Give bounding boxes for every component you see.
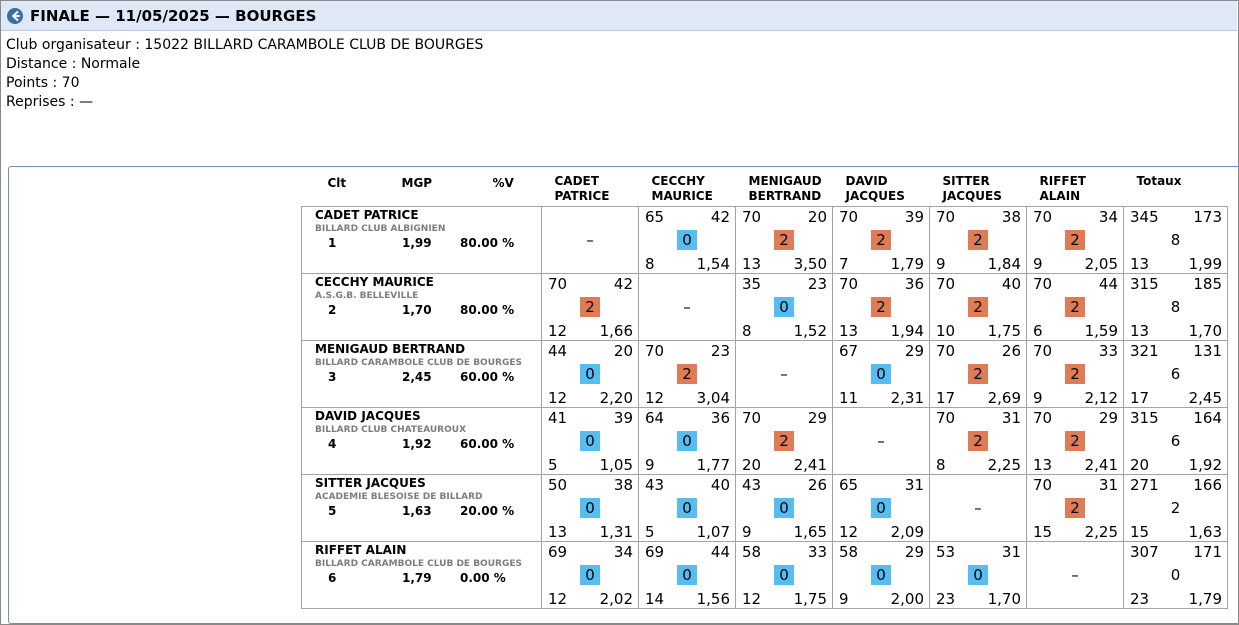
player-rank: 1 (328, 236, 337, 250)
match-points: 70 (742, 409, 762, 427)
player-club: ACADEMIE BLESOISE DE BILLARD (315, 492, 483, 502)
match-opponent-points: 44 (710, 543, 730, 561)
match-points: 65 (839, 476, 859, 494)
match-cell-self (1027, 542, 1124, 609)
match-average: 1,70 (987, 590, 1021, 608)
match-points-badge: 2 (1065, 498, 1085, 518)
totals-cell (1124, 274, 1228, 341)
match-average: 1,31 (599, 523, 633, 541)
totals-cell (1124, 542, 1228, 609)
match-points-badge: 0 (871, 565, 891, 585)
total-match-points: 2 (1170, 499, 1181, 517)
player-name: CECCHY MAURICE (315, 275, 434, 289)
match-cell (1027, 274, 1124, 341)
match-innings: 7 (839, 255, 849, 273)
match-opponent-points: 42 (613, 275, 633, 293)
match-points: 70 (645, 342, 665, 360)
self-marker: – (780, 365, 788, 383)
player-cell (302, 207, 542, 274)
header-opponent: MENIGAUD BERTRAND (748, 174, 822, 203)
match-points-badge: 0 (580, 364, 600, 384)
player-rank: 6 (328, 571, 337, 585)
match-points: 50 (548, 476, 568, 494)
total-opponent-points: 166 (1193, 476, 1222, 494)
header-row (302, 172, 1228, 207)
total-match-points: 8 (1170, 231, 1181, 249)
page-title: FINALE — 11/05/2025 — BOURGES (30, 7, 317, 25)
match-cell-self (833, 408, 930, 475)
total-match-points: 8 (1170, 298, 1181, 316)
player-row (302, 207, 1228, 274)
match-cell (736, 475, 833, 542)
match-cell (639, 207, 736, 274)
match-opponent-points: 26 (1001, 342, 1021, 360)
match-points: 35 (742, 275, 762, 293)
match-points: 70 (1033, 409, 1053, 427)
match-cell (833, 274, 930, 341)
match-cell (639, 542, 736, 609)
player-mgp: 1,99 (402, 236, 432, 250)
match-opponent-points: 40 (710, 476, 730, 494)
match-average: 2,09 (890, 523, 924, 541)
match-points: 70 (936, 342, 956, 360)
total-match-points: 0 (1170, 566, 1181, 584)
player-row (302, 542, 1228, 609)
player-pct-victories: 80.00 % (460, 303, 515, 317)
match-opponent-points: 42 (710, 208, 730, 226)
total-points: 271 (1130, 476, 1159, 494)
match-cell (930, 542, 1027, 609)
player-club: BILLARD CLUB ALBIGNIEN (315, 224, 446, 234)
match-points: 70 (548, 275, 568, 293)
player-rank: 5 (328, 504, 337, 518)
totals-cell (1124, 475, 1228, 542)
match-average: 1,59 (1084, 322, 1118, 340)
match-points-badge: 2 (774, 230, 794, 250)
title-bar (1, 1, 1237, 31)
header-mgp: MGP (401, 176, 433, 190)
match-average: 2,31 (890, 389, 924, 407)
match-average: 3,04 (696, 389, 730, 407)
match-points-badge: 2 (871, 297, 891, 317)
match-innings: 5 (548, 456, 558, 474)
self-marker: – (586, 231, 594, 249)
match-opponent-points: 33 (1098, 342, 1118, 360)
total-innings: 23 (1130, 590, 1150, 608)
match-points-badge: 0 (871, 364, 891, 384)
match-cell (639, 475, 736, 542)
match-innings: 10 (936, 322, 956, 340)
player-pct-victories: 60.00 % (460, 370, 515, 384)
match-points-badge: 0 (677, 230, 697, 250)
match-innings: 12 (839, 523, 859, 541)
match-points: 53 (936, 543, 956, 561)
match-points-badge: 2 (1065, 431, 1085, 451)
match-points: 64 (645, 409, 665, 427)
match-cell (1027, 341, 1124, 408)
match-average: 1,94 (890, 322, 924, 340)
match-opponent-points: 23 (710, 342, 730, 360)
organizer-club: Club organisateur : 15022 BILLARD CARAMBOLE CLUB DE BOURGES (6, 37, 484, 53)
player-name: MENIGAUD BERTRAND (315, 342, 466, 356)
match-innings: 11 (839, 389, 859, 407)
match-points: 70 (839, 208, 859, 226)
match-cell (833, 542, 930, 609)
match-points: 70 (1033, 275, 1053, 293)
match-points-badge: 2 (968, 364, 988, 384)
header-player-stats (302, 172, 542, 207)
match-opponent-points: 20 (807, 208, 827, 226)
match-cell (736, 207, 833, 274)
match-points-badge: 2 (580, 297, 600, 317)
match-opponent-points: 31 (904, 476, 924, 494)
match-cell (930, 341, 1027, 408)
match-opponent-points: 31 (1001, 543, 1021, 561)
player-pct-victories: 80.00 % (460, 236, 515, 250)
match-average: 2,41 (793, 456, 827, 474)
player-mgp: 1,63 (402, 504, 432, 518)
player-rank: 2 (328, 303, 337, 317)
match-points: 70 (1033, 208, 1053, 226)
match-opponent-points: 33 (807, 543, 827, 561)
match-average: 2,25 (1084, 523, 1118, 541)
match-innings: 14 (645, 590, 665, 608)
match-opponent-points: 26 (807, 476, 827, 494)
header-pct-victories: %V (492, 176, 514, 190)
self-marker: – (683, 298, 691, 316)
match-opponent-points: 29 (807, 409, 827, 427)
match-points-badge: 0 (677, 565, 697, 585)
player-rank: 4 (328, 437, 337, 451)
player-cell (302, 274, 542, 341)
match-average: 1,84 (987, 255, 1021, 273)
total-average: 2,45 (1188, 389, 1222, 407)
match-opponent-points: 44 (1098, 275, 1118, 293)
match-average: 2,20 (599, 389, 633, 407)
self-marker: – (877, 432, 885, 450)
player-name: DAVID JACQUES (315, 409, 421, 423)
match-points-badge: 2 (968, 230, 988, 250)
match-average: 1,79 (890, 255, 924, 273)
match-cell (542, 341, 639, 408)
match-points: 69 (645, 543, 665, 561)
total-opponent-points: 171 (1193, 543, 1222, 561)
player-club: BILLARD CLUB CHATEAUROUX (315, 425, 467, 435)
match-cell (736, 408, 833, 475)
match-points: 58 (839, 543, 859, 561)
header-opponent: DAVID JACQUES (845, 174, 905, 203)
total-innings: 13 (1130, 255, 1150, 273)
match-points-badge: 0 (677, 431, 697, 451)
match-points-badge: 0 (580, 431, 600, 451)
match-cell (833, 475, 930, 542)
match-innings: 12 (548, 590, 568, 608)
total-innings: 17 (1130, 389, 1150, 407)
match-opponent-points: 39 (613, 409, 633, 427)
match-average: 1,65 (793, 523, 827, 541)
match-opponent-points: 34 (613, 543, 633, 561)
reprises-info: Reprises : — (6, 94, 94, 110)
match-average: 1,77 (696, 456, 730, 474)
match-average: 1,54 (696, 255, 730, 273)
match-points-badge: 0 (774, 498, 794, 518)
match-cell-self (639, 274, 736, 341)
match-points-badge: 2 (774, 431, 794, 451)
match-opponent-points: 38 (1001, 208, 1021, 226)
player-cell (302, 408, 542, 475)
total-innings: 15 (1130, 523, 1150, 541)
match-points-badge: 0 (580, 565, 600, 585)
match-cell (542, 542, 639, 609)
match-points: 43 (645, 476, 665, 494)
total-average: 1,99 (1188, 255, 1222, 273)
player-row (302, 341, 1228, 408)
match-cell (930, 408, 1027, 475)
match-points: 70 (839, 275, 859, 293)
header-opponent: SITTER JACQUES (942, 174, 1002, 203)
header-opponent: CADET PATRICE (554, 174, 610, 203)
match-points-badge: 2 (968, 431, 988, 451)
match-innings: 9 (645, 456, 655, 474)
match-cell (736, 274, 833, 341)
match-cell-self (736, 341, 833, 408)
player-mgp: 2,45 (402, 370, 432, 384)
match-innings: 9 (1033, 255, 1043, 273)
match-cell (639, 408, 736, 475)
match-cell (833, 341, 930, 408)
match-opponent-points: 29 (1098, 409, 1118, 427)
match-innings: 13 (548, 523, 568, 541)
match-cell (930, 207, 1027, 274)
match-average: 2,12 (1084, 389, 1118, 407)
match-points-badge: 0 (968, 565, 988, 585)
player-row (302, 475, 1228, 542)
match-cell (1027, 475, 1124, 542)
total-opponent-points: 164 (1193, 409, 1222, 427)
match-points-badge: 2 (677, 364, 697, 384)
player-row (302, 274, 1228, 341)
match-innings: 12 (548, 389, 568, 407)
match-points: 69 (548, 543, 568, 561)
match-points-badge: 0 (677, 498, 697, 518)
match-cell (736, 542, 833, 609)
player-name: CADET PATRICE (315, 208, 419, 222)
header-clt: Clt (327, 176, 347, 190)
match-average: 2,25 (987, 456, 1021, 474)
match-cell (930, 274, 1027, 341)
match-average: 1,07 (696, 523, 730, 541)
match-cell-self (542, 207, 639, 274)
match-opponent-points: 36 (904, 275, 924, 293)
self-marker: – (1071, 566, 1079, 584)
results-grid (301, 172, 1228, 609)
match-innings: 17 (936, 389, 956, 407)
match-opponent-points: 29 (904, 543, 924, 561)
total-average: 1,70 (1188, 322, 1222, 340)
match-opponent-points: 23 (807, 275, 827, 293)
match-innings: 9 (936, 255, 946, 273)
header-opponent: RIFFET ALAIN (1039, 174, 1086, 203)
match-cell (1027, 408, 1124, 475)
totals-cell (1124, 341, 1228, 408)
total-innings: 13 (1130, 322, 1150, 340)
match-average: 2,69 (987, 389, 1021, 407)
match-innings: 12 (742, 590, 762, 608)
total-points: 321 (1130, 342, 1159, 360)
match-points-badge: 2 (968, 297, 988, 317)
match-innings: 13 (1033, 456, 1053, 474)
player-name: SITTER JACQUES (315, 476, 426, 490)
player-pct-victories: 0.00 % (460, 571, 506, 585)
match-points-badge: 0 (871, 498, 891, 518)
match-points-badge: 0 (580, 498, 600, 518)
match-average: 1,05 (599, 456, 633, 474)
player-club: BILLARD CARAMBOLE CLUB DE BOURGES (315, 358, 522, 368)
header-opponent: CECCHY MAURICE (651, 174, 713, 203)
match-innings: 8 (936, 456, 946, 474)
match-innings: 9 (742, 523, 752, 541)
match-average: 3,50 (793, 255, 827, 273)
match-opponent-points: 20 (613, 342, 633, 360)
player-pct-victories: 20.00 % (460, 504, 515, 518)
match-average: 1,75 (987, 322, 1021, 340)
match-average: 2,02 (599, 590, 633, 608)
total-opponent-points: 185 (1193, 275, 1222, 293)
match-innings: 12 (645, 389, 665, 407)
match-cell (542, 475, 639, 542)
match-innings: 13 (839, 322, 859, 340)
match-opponent-points: 36 (710, 409, 730, 427)
total-points: 345 (1130, 208, 1159, 226)
player-mgp: 1,70 (402, 303, 432, 317)
match-points: 70 (1033, 476, 1053, 494)
match-average: 2,05 (1084, 255, 1118, 273)
match-cell (1027, 207, 1124, 274)
match-points: 70 (1033, 342, 1053, 360)
match-points: 41 (548, 409, 568, 427)
match-points-badge: 2 (871, 230, 891, 250)
total-average: 1,63 (1188, 523, 1222, 541)
match-average: 1,75 (793, 590, 827, 608)
match-points: 43 (742, 476, 762, 494)
player-row (302, 408, 1228, 475)
match-points-badge: 0 (774, 565, 794, 585)
match-cell (639, 341, 736, 408)
match-average: 2,00 (890, 590, 924, 608)
self-marker: – (974, 499, 982, 517)
header-totals: Totaux (1136, 174, 1182, 188)
total-opponent-points: 173 (1193, 208, 1222, 226)
match-opponent-points: 34 (1098, 208, 1118, 226)
player-mgp: 1,79 (402, 571, 432, 585)
match-points: 70 (936, 409, 956, 427)
totals-cell (1124, 207, 1228, 274)
match-opponent-points: 31 (1098, 476, 1118, 494)
match-cell-self (930, 475, 1027, 542)
match-opponent-points: 39 (904, 208, 924, 226)
player-cell (302, 341, 542, 408)
total-points: 315 (1130, 275, 1159, 293)
total-points: 307 (1130, 543, 1159, 561)
match-innings: 5 (645, 523, 655, 541)
total-match-points: 6 (1170, 432, 1181, 450)
match-points: 70 (936, 275, 956, 293)
match-cell (542, 408, 639, 475)
points-info: Points : 70 (6, 75, 80, 91)
back-arrow-icon[interactable] (7, 8, 23, 24)
player-pct-victories: 60.00 % (460, 437, 515, 451)
match-points-badge: 0 (774, 297, 794, 317)
match-cell (542, 274, 639, 341)
total-innings: 20 (1130, 456, 1150, 474)
match-cell (833, 207, 930, 274)
player-club: BILLARD CARAMBOLE CLUB DE BOURGES (315, 559, 522, 569)
match-points-badge: 2 (1065, 364, 1085, 384)
match-opponent-points: 38 (613, 476, 633, 494)
match-innings: 23 (936, 590, 956, 608)
total-opponent-points: 131 (1193, 342, 1222, 360)
match-average: 1,66 (599, 322, 633, 340)
match-innings: 12 (548, 322, 568, 340)
match-innings: 9 (839, 590, 849, 608)
player-name: RIFFET ALAIN (315, 543, 407, 557)
player-cell (302, 542, 542, 609)
total-points: 315 (1130, 409, 1159, 427)
match-innings: 20 (742, 456, 762, 474)
match-points: 44 (548, 342, 568, 360)
match-opponent-points: 40 (1001, 275, 1021, 293)
total-match-points: 6 (1170, 365, 1181, 383)
match-innings: 9 (1033, 389, 1043, 407)
match-points: 65 (645, 208, 665, 226)
player-rank: 3 (328, 370, 337, 384)
match-points: 70 (936, 208, 956, 226)
match-average: 2,41 (1084, 456, 1118, 474)
match-innings: 8 (742, 322, 752, 340)
distance-info: Distance : Normale (6, 56, 141, 72)
match-opponent-points: 29 (904, 342, 924, 360)
match-opponent-points: 31 (1001, 409, 1021, 427)
player-mgp: 1,92 (402, 437, 432, 451)
match-points: 58 (742, 543, 762, 561)
match-innings: 8 (645, 255, 655, 273)
total-average: 1,79 (1188, 590, 1222, 608)
match-innings: 6 (1033, 322, 1043, 340)
match-points-badge: 2 (1065, 230, 1085, 250)
totals-cell (1124, 408, 1228, 475)
match-points: 70 (742, 208, 762, 226)
player-cell (302, 475, 542, 542)
match-points: 67 (839, 342, 859, 360)
match-innings: 15 (1033, 523, 1053, 541)
match-points-badge: 2 (1065, 297, 1085, 317)
player-club: A.S.G.B. BELLEVILLE (315, 291, 419, 301)
match-innings: 13 (742, 255, 762, 273)
match-average: 1,56 (696, 590, 730, 608)
total-average: 1,92 (1188, 456, 1222, 474)
match-average: 1,52 (793, 322, 827, 340)
